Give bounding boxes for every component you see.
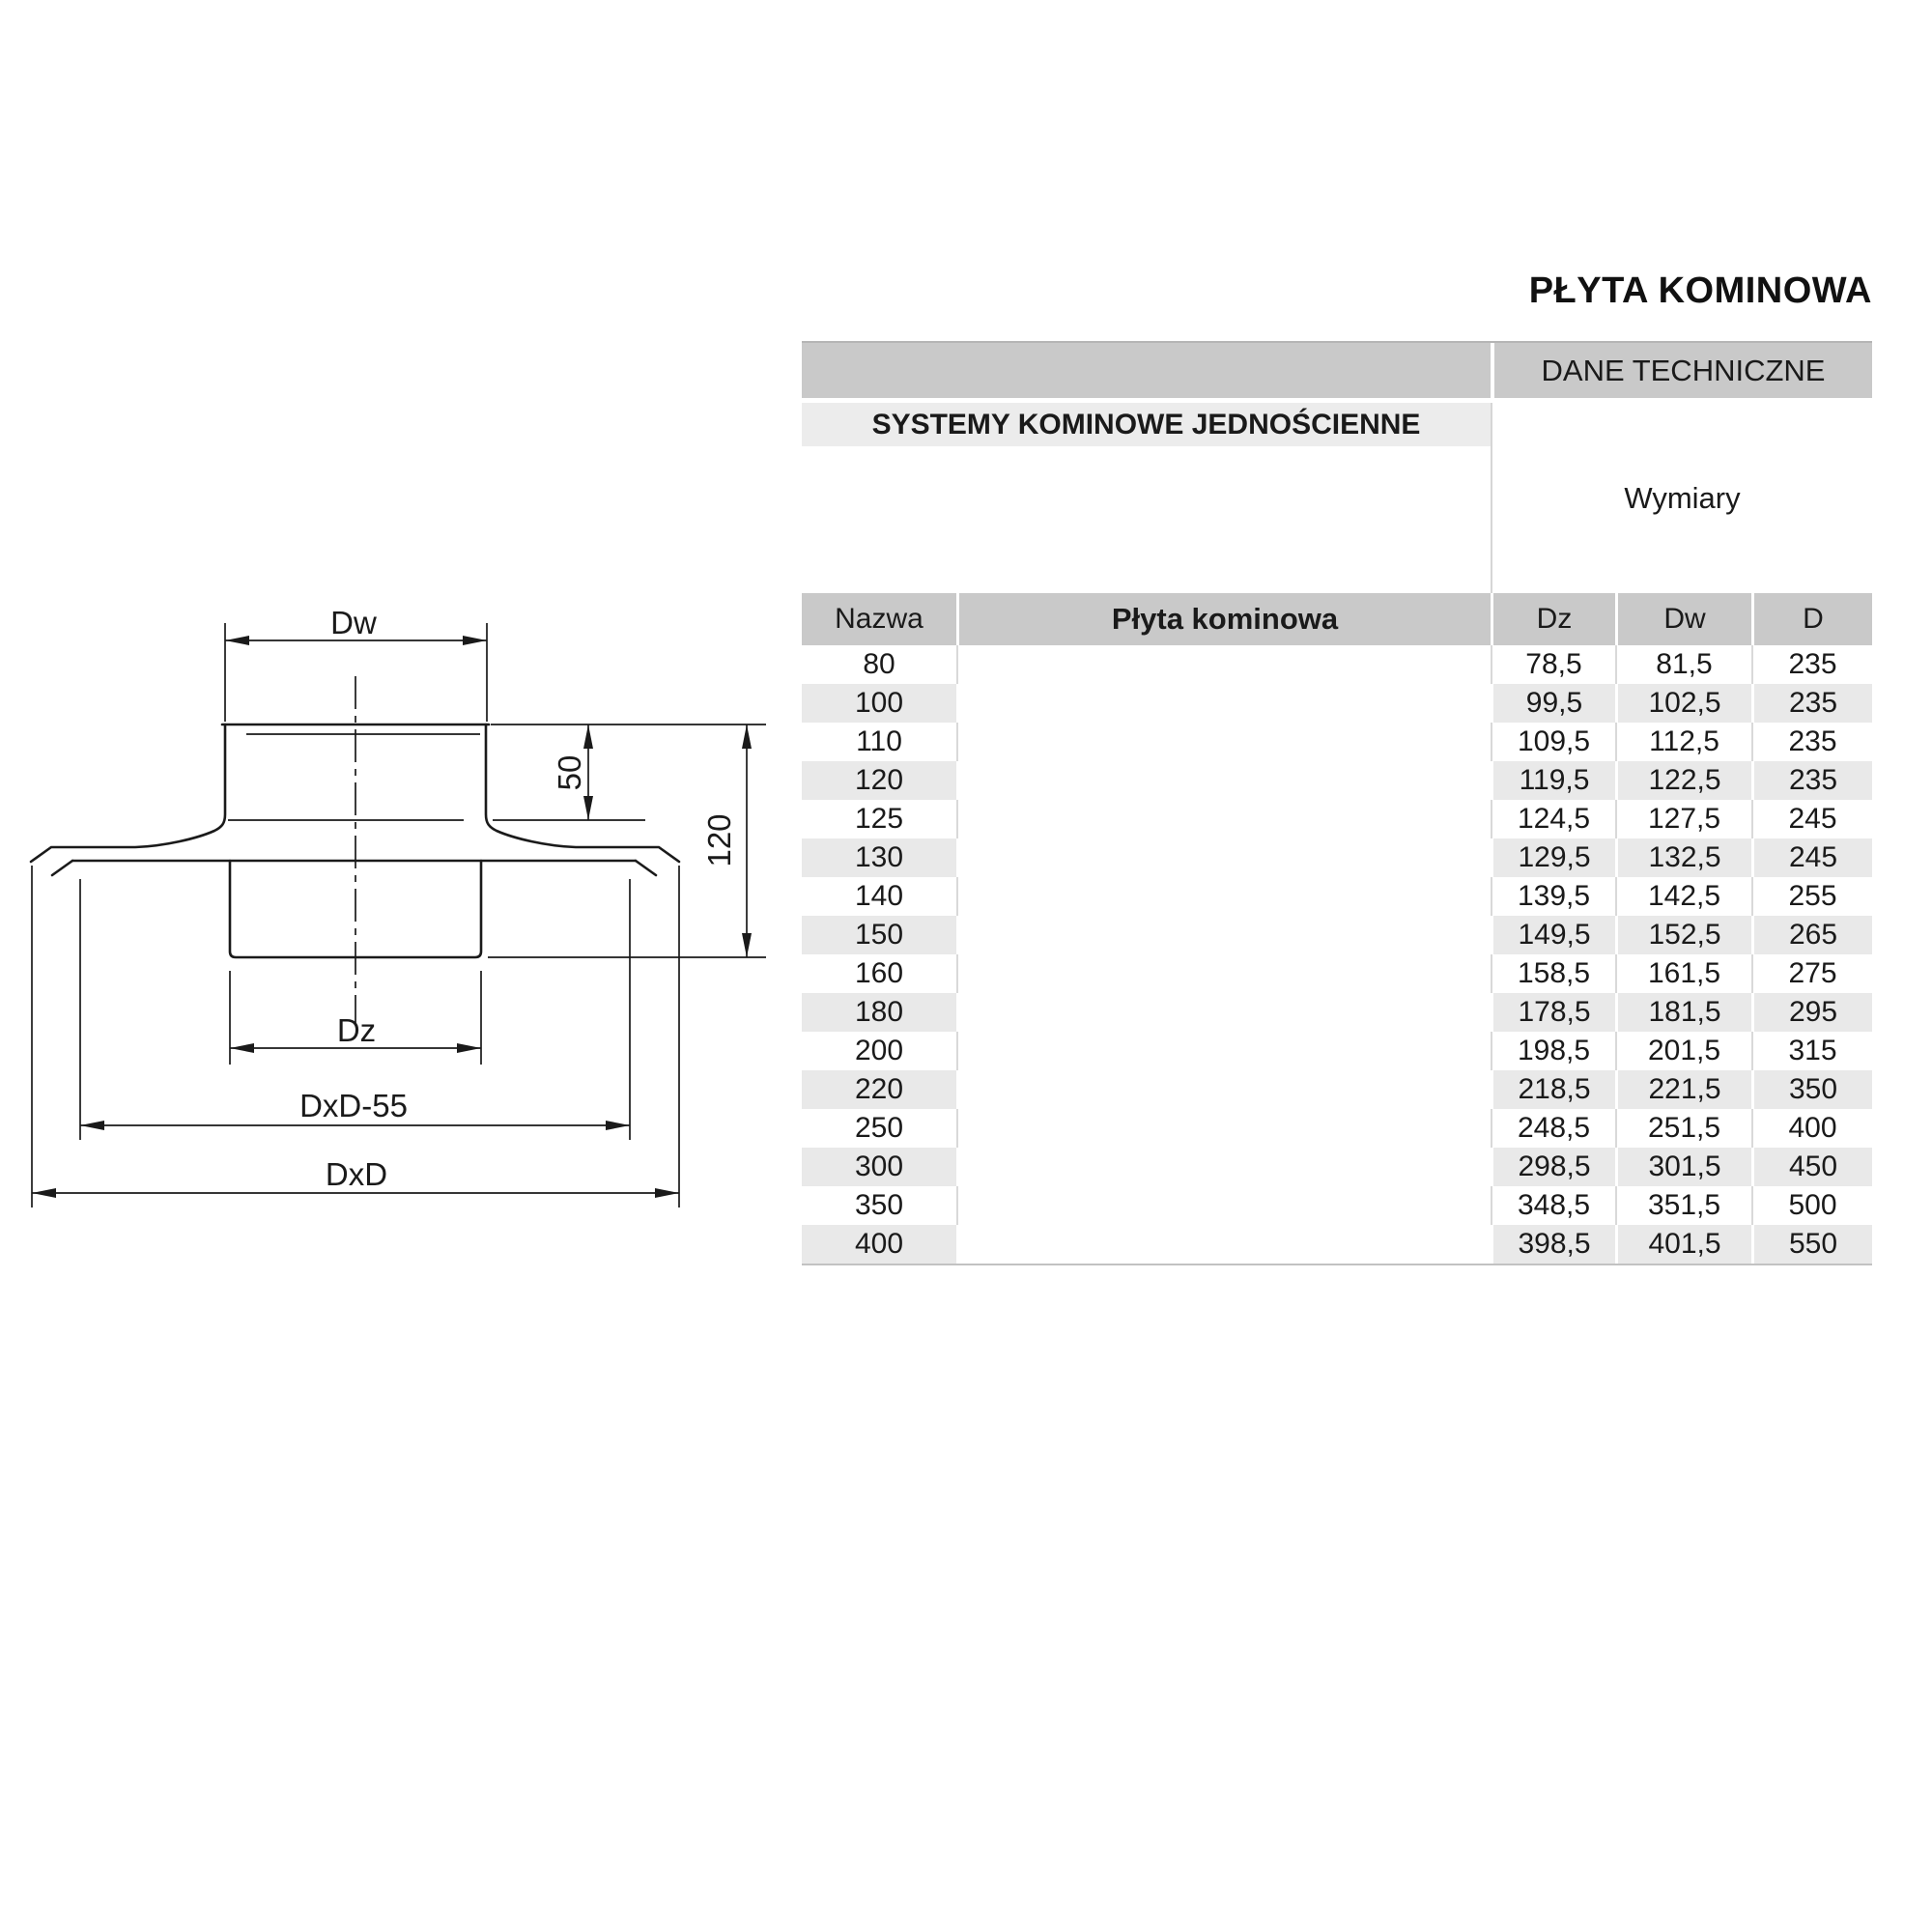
dim-label-50: 50	[552, 754, 587, 791]
row-dz-cell: 398,5	[1491, 1225, 1615, 1264]
column-header-product: Płyta kominowa	[956, 593, 1491, 645]
chimney-plate-outline	[31, 724, 679, 957]
table-subheader: SYSTEMY KOMINOWE JEDNOŚCIENNE	[802, 403, 1491, 446]
row-dw-cell: 122,5	[1615, 761, 1751, 800]
row-name-cell: 110	[856, 725, 902, 757]
row-product-cell	[956, 993, 1491, 1032]
product-image-area	[802, 446, 1491, 593]
row-product-cell	[956, 1109, 1491, 1148]
row-d-cell: 350	[1751, 1070, 1872, 1109]
row-d-cell: 245	[1751, 838, 1872, 877]
row-product-cell	[956, 916, 1491, 954]
row-dz-cell: 124,5	[1491, 800, 1615, 838]
row-dw-cell: 142,5	[1615, 877, 1751, 916]
row-name-cell: 150	[802, 916, 956, 954]
row-d-cell: 315	[1751, 1032, 1872, 1070]
row-d-cell: 255	[1751, 877, 1872, 916]
row-dw-cell: 112,5	[1615, 723, 1751, 761]
row-name-cell: 220	[802, 1070, 956, 1109]
column-header-name: Nazwa	[802, 593, 956, 645]
row-dz-cell: 348,5	[1491, 1186, 1615, 1225]
row-d-cell: 500	[1751, 1186, 1872, 1225]
row-name-cell: 250	[854, 1112, 904, 1144]
row-name-cell: 125	[854, 803, 904, 835]
row-product-cell	[956, 684, 1491, 723]
drawing-thin-lines	[32, 623, 766, 1208]
row-name-cell: 180	[802, 993, 956, 1032]
row-dz-cell: 218,5	[1491, 1070, 1615, 1109]
row-dz-cell: 109,5	[1491, 723, 1615, 761]
row-dw-cell: 161,5	[1615, 954, 1751, 993]
column-header-dw: Dw	[1615, 593, 1751, 645]
row-d-cell: 275	[1751, 954, 1872, 993]
row-dz-cell: 129,5	[1491, 838, 1615, 877]
row-d-cell: 235	[1751, 645, 1872, 684]
spec-table	[802, 341, 1872, 1265]
row-dw-cell: 127,5	[1615, 800, 1751, 838]
row-dz-cell: 78,5	[1491, 645, 1615, 684]
column-header-dz: Dz	[1491, 593, 1615, 645]
row-name-cell: 300	[802, 1148, 956, 1186]
row-product-cell	[956, 800, 1491, 838]
column-header-d: D	[1751, 593, 1872, 645]
row-dz-cell: 248,5	[1491, 1109, 1615, 1148]
row-dw-cell: 181,5	[1615, 993, 1751, 1032]
row-d-cell: 450	[1751, 1148, 1872, 1186]
row-name-cell: 100	[802, 684, 956, 723]
row-dw-cell: 351,5	[1615, 1186, 1751, 1225]
row-name-cell: 160	[854, 957, 904, 989]
row-dw-cell: 152,5	[1615, 916, 1751, 954]
row-product-cell	[956, 1225, 1491, 1264]
row-d-cell: 295	[1751, 993, 1872, 1032]
dim-label-dw: Dw	[330, 605, 377, 640]
row-dz-cell: 198,5	[1491, 1032, 1615, 1070]
row-dz-cell: 99,5	[1491, 684, 1615, 723]
row-dw-cell: 221,5	[1615, 1070, 1751, 1109]
row-d-cell: 400	[1751, 1109, 1872, 1148]
row-name-cell: 350	[854, 1189, 904, 1221]
dim-label-dxd: DxD	[325, 1156, 388, 1192]
dim-label-dz: Dz	[336, 1012, 377, 1048]
row-product-cell	[956, 1148, 1491, 1186]
row-product-cell	[956, 723, 1491, 761]
row-dw-cell: 132,5	[1615, 838, 1751, 877]
row-name-cell: 140	[854, 880, 904, 912]
row-product-cell	[956, 1070, 1491, 1109]
row-product-cell	[956, 761, 1491, 800]
row-dz-cell: 298,5	[1491, 1148, 1615, 1186]
row-product-cell	[956, 877, 1491, 916]
row-d-cell: 265	[1751, 916, 1872, 954]
row-dz-cell: 139,5	[1491, 877, 1615, 916]
row-d-cell: 235	[1751, 723, 1872, 761]
row-d-cell: 235	[1751, 761, 1872, 800]
row-dw-cell: 251,5	[1615, 1109, 1751, 1148]
row-name-cell: 130	[802, 838, 956, 877]
row-dw-cell: 301,5	[1615, 1148, 1751, 1186]
row-dw-cell: 81,5	[1615, 645, 1751, 684]
row-dz-cell: 119,5	[1491, 761, 1615, 800]
row-product-cell	[956, 1186, 1491, 1225]
row-product-cell	[956, 1032, 1491, 1070]
row-product-cell	[956, 838, 1491, 877]
row-product-cell	[956, 954, 1491, 993]
row-name-cell: 80	[863, 648, 895, 680]
row-d-cell: 235	[1751, 684, 1872, 723]
row-dz-cell: 178,5	[1491, 993, 1615, 1032]
dimensions-header: Wymiary	[1491, 403, 1872, 593]
row-name-cell: 200	[854, 1035, 904, 1066]
row-d-cell: 550	[1751, 1225, 1872, 1264]
page-title: PŁYTA KOMINOWA	[1528, 270, 1872, 311]
row-name-cell: 120	[802, 761, 956, 800]
row-name-cell: 400	[802, 1225, 956, 1264]
row-product-cell	[956, 645, 1491, 684]
row-dw-cell: 102,5	[1615, 684, 1751, 723]
row-dw-cell: 201,5	[1615, 1032, 1751, 1070]
row-d-cell: 245	[1751, 800, 1872, 838]
dimension-lines	[32, 640, 747, 1193]
dim-label-dxd55: DxD-55	[299, 1088, 408, 1123]
dim-label-120: 120	[701, 813, 737, 867]
row-dw-cell: 401,5	[1615, 1225, 1751, 1264]
row-dz-cell: 149,5	[1491, 916, 1615, 954]
row-dz-cell: 158,5	[1491, 954, 1615, 993]
top-header-left-spacer	[802, 343, 1491, 403]
table-top-header: DANE TECHNICZNE	[1491, 343, 1872, 403]
